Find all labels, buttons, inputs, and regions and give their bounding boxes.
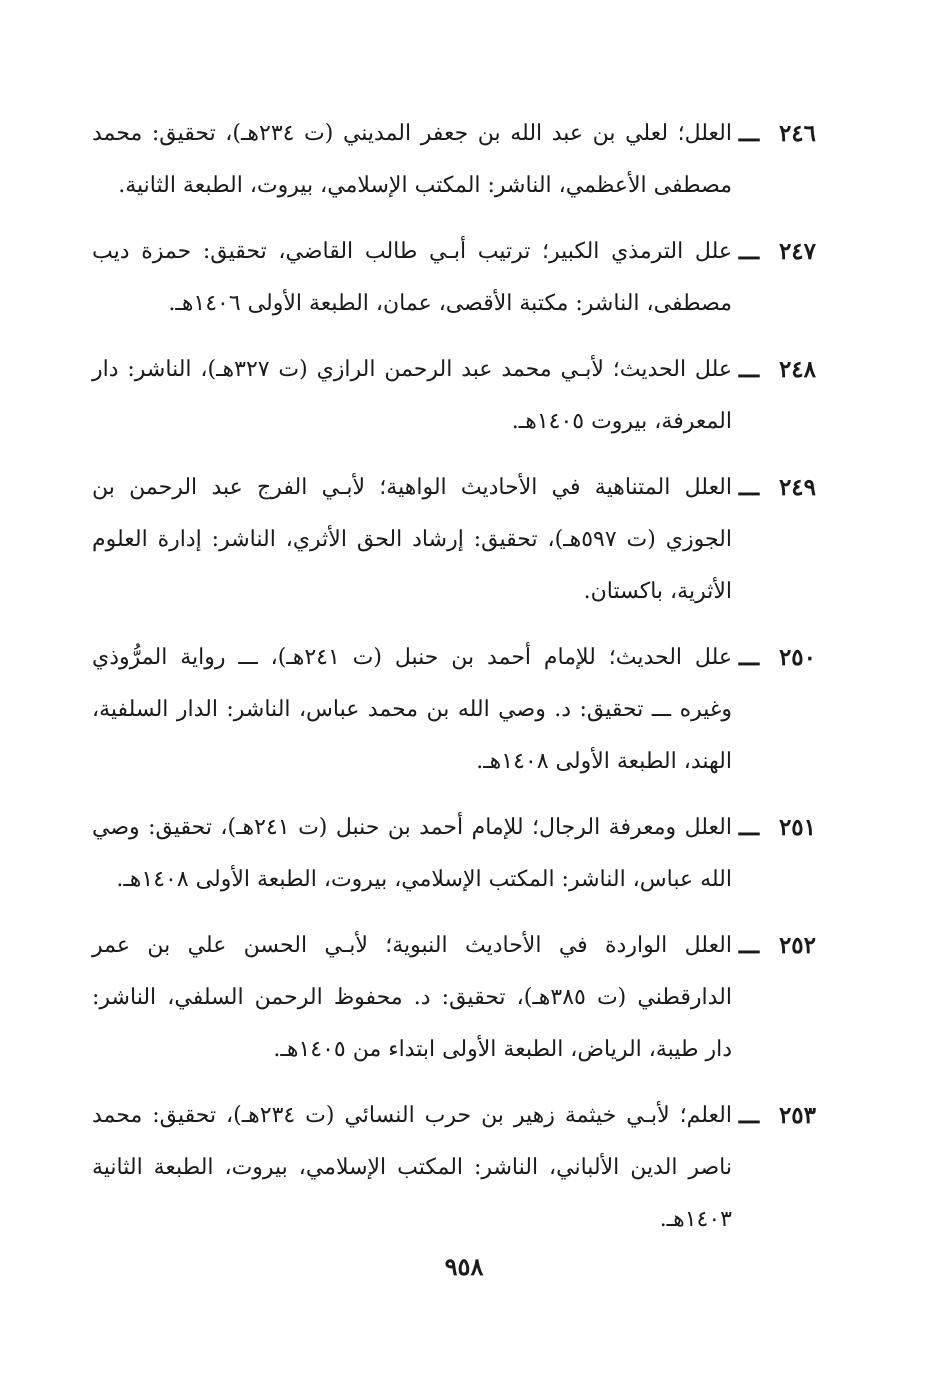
entry-dash: ـــ xyxy=(738,120,760,147)
entry-number: ٢٥١ xyxy=(778,814,816,841)
entry-dash: ـــ xyxy=(738,932,760,959)
bibliography-entry-247 xyxy=(92,226,816,330)
entry-number: ٢٤٦ xyxy=(778,120,816,147)
entry-text: علل الترمذي الكبير؛ ترتيب أبـي طالب القاضي، تحقيق: حمزة ديب مصطفى، الناشر: مكتبة الأقصى، عمان، الطبعة الأولى ١٤٠٦هـ. xyxy=(92,239,732,316)
bibliography-entry-250 xyxy=(92,632,816,788)
entry-number: ٢٤٧ xyxy=(778,238,816,265)
entry-text: علل الحديث؛ لأبـي محمد عبد الرحمن الرازي (ت ٣٢٧هـ)، الناشر: دار المعرفة، بيروت ١٤٠٥هـ. xyxy=(92,357,732,434)
entry-dash: ـــ xyxy=(738,814,760,841)
bibliography-entry-251 xyxy=(92,802,816,906)
entry-number: ٢٥٠ xyxy=(778,644,816,671)
entry-number: ٢٥٢ xyxy=(778,932,816,959)
entry-text: العلل ومعرفة الرجال؛ للإمام أحمد بن حنبل (ت ٢٤١هـ)، تحقيق: وصي الله عباس، الناشر: المكتب الإسلامي، بيروت، الطبعة الأولى ١٤٠٨هـ. xyxy=(92,815,732,892)
page-number: ٩٥٨ xyxy=(444,1252,484,1281)
entry-dash: ـــ xyxy=(738,356,760,383)
entry-dash: ـــ xyxy=(738,1102,760,1129)
bibliography-entry-252 xyxy=(92,920,816,1076)
entry-text: العلل؛ لعلي بن عبد الله بن جعفر المديني (ت ٢٣٤هـ)، تحقيق: محمد مصطفى الأعظمي، الناشر: المكتب الإسلامي، بيروت، الطبعة الثانية. xyxy=(92,121,732,198)
entry-number: ٢٥٣ xyxy=(778,1102,816,1129)
bibliography-entry-248 xyxy=(92,344,816,448)
bibliography-page xyxy=(92,108,816,1260)
entry-text: العلل المتناهية في الأحاديث الواهية؛ لأبـي الفرج عبد الرحمن بن الجوزي (ت ٥٩٧هـ)، تحقيق: إرشاد الحق الأثري، الناشر: إدارة العلوم الأثرية، باكستان. xyxy=(92,475,732,604)
bibliography-entry-249 xyxy=(92,462,816,618)
entry-number: ٢٤٨ xyxy=(778,356,816,383)
entry-text: علل الحديث؛ للإمام أحمد بن حنبل (ت ٢٤١هـ)، ـــ رواية المرُّوذي وغيره ـــ تحقيق: د. وصي الله بن محمد عباس، الناشر: الدار السلفية، الهند، الطبعة الأولى ١٤٠٨هـ. xyxy=(92,645,733,774)
bibliography-entry-253 xyxy=(92,1090,816,1246)
entry-number: ٢٤٩ xyxy=(778,474,816,501)
entry-dash: ـــ xyxy=(738,474,760,501)
entry-dash: ـــ xyxy=(738,238,760,265)
entry-dash: ـــ xyxy=(738,644,760,671)
bibliography-entry-246 xyxy=(92,108,816,212)
entry-text: العلل الواردة في الأحاديث النبوية؛ لأبـي الحسن علي بن عمر الدارقطني (ت ٣٨٥هـ)، تحقيق: د. محفوظ الرحمن السلفي، الناشر: دار طيبة، الرياض، الطبعة الأولى ابتداء من ١٤٠٥هـ. xyxy=(92,933,733,1062)
entry-text: العلم؛ لأبـي خيثمة زهير بن حرب النسائي (ت ٢٣٤هـ)، تحقيق: محمد ناصر الدين الألباني، الناشر: المكتب الإسلامي، بيروت، الطبعة الثانية ١٤٠٣هـ. xyxy=(92,1103,732,1232)
